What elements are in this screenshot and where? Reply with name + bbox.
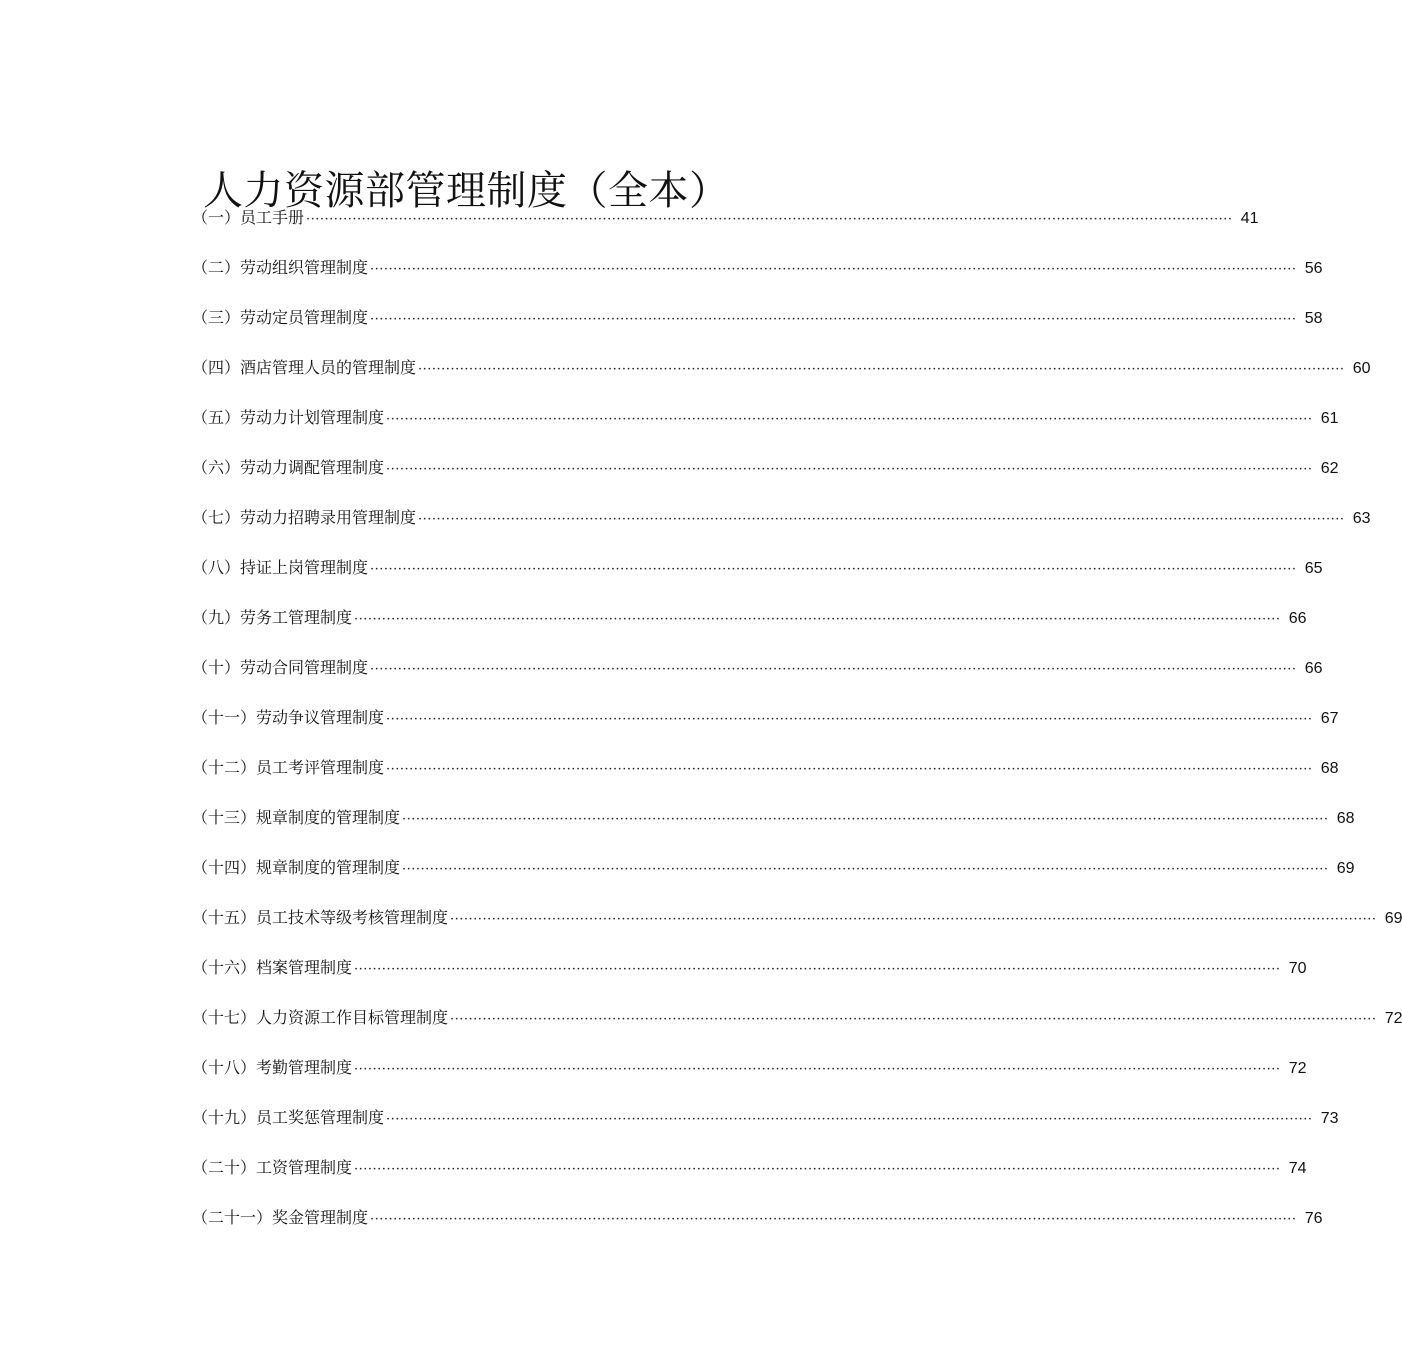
toc-entry-page-number: 41 [1240, 210, 1259, 227]
toc-entry-label: （二）劳动组织管理制度 [192, 258, 369, 277]
dot-leader: ········································································································································································································ [386, 1112, 1313, 1127]
toc-entry-page-number: 66 [1288, 610, 1307, 627]
toc-entry[interactable] [192, 1155, 1307, 1205]
toc-entry-label: （四）酒店管理人员的管理制度 [192, 358, 417, 377]
toc-entry[interactable] [192, 305, 1323, 355]
toc-entry-label: （十）劳动合同管理制度 [192, 658, 369, 677]
dot-leader: ········································································································································································································ [306, 212, 1233, 227]
page-title: 人力资源部管理制度（全本） [203, 167, 730, 214]
dot-leader: ········································································································································································································ [418, 512, 1345, 527]
dot-leader: ········································································································································································································ [354, 1062, 1281, 1077]
toc-entry-page-number: 69 [1384, 910, 1402, 927]
toc-entry-page-number: 72 [1288, 1060, 1307, 1077]
toc-entry-page-number: 73 [1320, 1110, 1339, 1127]
toc-entry-label: （十四）规章制度的管理制度 [192, 858, 401, 877]
toc-entry-label: （十二）员工考评管理制度 [192, 758, 385, 777]
toc-entry-label: （二十一）奖金管理制度 [192, 1208, 369, 1227]
toc-entry-page-number: 66 [1304, 660, 1323, 677]
toc-entry-label: （十七）人力资源工作目标管理制度 [192, 1008, 449, 1027]
dot-leader: ········································································································································································································ [386, 762, 1313, 777]
toc-entry-label: （十八）考勤管理制度 [192, 1058, 353, 1077]
toc-entry-label: （十三）规章制度的管理制度 [192, 808, 401, 827]
toc-entry[interactable] [192, 1005, 1402, 1055]
toc-entry-page-number: 69 [1336, 860, 1355, 877]
toc-entry-label: （十五）员工技术等级考核管理制度 [192, 908, 449, 927]
toc-entry-page-number: 74 [1288, 1160, 1307, 1177]
toc-entry[interactable] [192, 455, 1339, 505]
toc-entry-label: （十九）员工奖惩管理制度 [192, 1108, 385, 1127]
toc-entry[interactable] [192, 655, 1323, 705]
toc-entry-page-number: 67 [1320, 710, 1339, 727]
toc-entry[interactable] [192, 1105, 1339, 1155]
toc-entry-label: （七）劳动力招聘录用管理制度 [192, 508, 417, 527]
dot-leader: ········································································································································································································ [386, 712, 1313, 727]
toc-entry[interactable] [192, 405, 1339, 455]
toc-entry-page-number: 65 [1304, 560, 1323, 577]
toc-entry-page-number: 70 [1288, 960, 1307, 977]
dot-leader: ········································································································································································································ [354, 1162, 1281, 1177]
toc-entry[interactable] [192, 355, 1371, 405]
toc-entry-label: （二十）工资管理制度 [192, 1158, 353, 1177]
toc-entry[interactable] [192, 955, 1307, 1005]
toc-entry-page-number: 56 [1304, 260, 1323, 277]
toc-entry-label: （一）员工手册 [192, 208, 305, 227]
toc-entry-label: （十一）劳动争议管理制度 [192, 708, 385, 727]
dot-leader: ········································································································································································································ [402, 812, 1329, 827]
dot-leader: ········································································································································································································ [386, 412, 1313, 427]
toc-entry[interactable] [192, 705, 1339, 755]
dot-leader: ········································································································································································································ [386, 462, 1313, 477]
toc-entry-label: （八）持证上岗管理制度 [192, 558, 369, 577]
toc-entry[interactable] [192, 505, 1371, 555]
toc-entry[interactable] [192, 855, 1355, 905]
dot-leader: ········································································································································································································ [354, 962, 1281, 977]
toc-entry-label: （六）劳动力调配管理制度 [192, 458, 385, 477]
toc-entry-page-number: 72 [1384, 1010, 1402, 1027]
dot-leader: ········································································································································································································ [370, 312, 1297, 327]
toc-entry[interactable] [192, 1055, 1307, 1105]
dot-leader: ········································································································································································································ [370, 262, 1297, 277]
toc-entry[interactable] [192, 1205, 1323, 1255]
dot-leader: ········································································································································································································ [450, 912, 1377, 927]
toc-entry-label: （十六）档案管理制度 [192, 958, 353, 977]
toc-entry[interactable] [192, 755, 1339, 805]
toc-entry[interactable] [192, 255, 1323, 305]
dot-leader: ········································································································································································································ [418, 362, 1345, 377]
toc-entry-page-number: 58 [1304, 310, 1323, 327]
table-of-contents [192, 205, 1402, 1255]
toc-entry-page-number: 62 [1320, 460, 1339, 477]
toc-entry[interactable] [192, 555, 1323, 605]
toc-entry-label: （九）劳务工管理制度 [192, 608, 353, 627]
toc-entry[interactable] [192, 205, 1259, 255]
toc-entry[interactable] [192, 805, 1355, 855]
toc-entry-page-number: 63 [1352, 510, 1371, 527]
dot-leader: ········································································································································································································ [402, 862, 1329, 877]
toc-entry-label: （五）劳动力计划管理制度 [192, 408, 385, 427]
toc-entry-page-number: 76 [1304, 1210, 1323, 1227]
dot-leader: ········································································································································································································ [370, 562, 1297, 577]
dot-leader: ········································································································································································································ [370, 662, 1297, 677]
dot-leader: ········································································································································································································ [354, 612, 1281, 627]
toc-entry-page-number: 68 [1336, 810, 1355, 827]
toc-entry-page-number: 68 [1320, 760, 1339, 777]
toc-entry-page-number: 61 [1320, 410, 1339, 427]
toc-entry-page-number: 60 [1352, 360, 1371, 377]
toc-entry[interactable] [192, 905, 1402, 955]
toc-entry-label: （三）劳动定员管理制度 [192, 308, 369, 327]
dot-leader: ········································································································································································································ [370, 1212, 1297, 1227]
toc-entry[interactable] [192, 605, 1307, 655]
dot-leader: ········································································································································································································ [450, 1012, 1377, 1027]
